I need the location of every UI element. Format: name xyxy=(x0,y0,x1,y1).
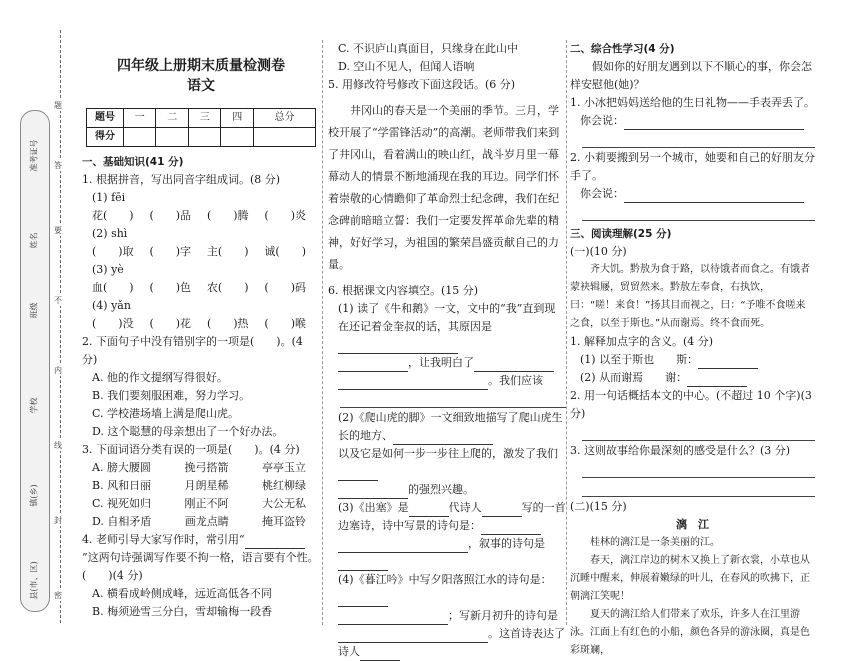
blank-row xyxy=(82,243,320,261)
exam-subject: 语文 xyxy=(187,78,215,94)
exam-title: 四年级上册期末质量检测卷 xyxy=(117,58,285,74)
option-word: B. 风和日丽 xyxy=(92,479,152,492)
question-5: 5. 用修改符号修改下面这段话。(6 分) xyxy=(328,78,516,91)
fill-text: 。这首诗表达了诗人 xyxy=(338,627,565,658)
question-2: 2. 下面句子中没有错别字的一项是( )。(4 分) xyxy=(82,335,303,366)
option[interactable]: C. 不识庐山真面目，只缘身在此山中 xyxy=(338,42,519,55)
blank-word[interactable]: 诚( ) xyxy=(264,245,306,258)
seal-word: 线 xyxy=(54,441,62,450)
question-4-text: 4. 老师引导大家写作时，常引用“ xyxy=(82,533,245,546)
field-name: 姓名 xyxy=(29,232,39,249)
blank-word[interactable]: 花( ) xyxy=(92,209,134,222)
prompt-label xyxy=(570,112,815,130)
question-3: 3. 下面词语分类有误的一项是( )。(4 分) xyxy=(82,443,300,456)
fill-item-4 xyxy=(328,571,566,607)
passage-paragraph: 夏天的漓江给人们带来了欢乐，许多人在江里游泳。江面上有红色的小船，颜色各异的游泳圈，真是色彩斑斓， xyxy=(570,609,810,656)
passage-title: 漓 江 xyxy=(676,518,709,531)
fill-item-4-cont xyxy=(328,625,566,661)
score-cell[interactable] xyxy=(221,128,253,147)
fill-item-1 xyxy=(328,300,566,354)
answer-blank[interactable] xyxy=(338,558,388,571)
blank-word[interactable]: ( )取 xyxy=(92,245,134,258)
option-word: 画龙点睛 xyxy=(184,515,229,528)
score-row-label: 得分 xyxy=(87,128,124,147)
score-header: 二 xyxy=(156,109,188,128)
section-heading: 一、基础知识(41 分) xyxy=(82,156,184,168)
blank-row xyxy=(82,207,320,225)
option-word: 桃红柳绿 xyxy=(261,479,306,492)
blank-row xyxy=(82,315,320,333)
answer-line[interactable] xyxy=(582,423,815,441)
answer-blank[interactable] xyxy=(624,117,804,130)
fill-text: ，叙事的诗句是 xyxy=(468,537,545,550)
seal-word: 答 xyxy=(54,161,62,170)
option-word: 挽弓搭箭 xyxy=(184,461,229,474)
answer-blank[interactable] xyxy=(338,468,378,481)
fill-text: (2) 从而谢焉 谢： xyxy=(580,371,688,384)
answer-blank[interactable] xyxy=(474,359,554,372)
fill-item-4-cont xyxy=(328,607,566,625)
classical-passage: 齐大饥。黔敖为食于路，以待饿者而食之。有饿者蒙袂辑屦，贸贸然来。黔敖左奉食，右执饮，曰：“嗟！来食！”扬其目而视之，曰：“予唯不食嗟来之食，以至于斯也。”从而谢焉。终不食而死。 xyxy=(570,264,810,329)
fill-item-2-cont xyxy=(328,481,566,499)
option-word: D. 自相矛盾 xyxy=(92,515,152,528)
option[interactable]: D. 空山不见人，但闻人语响 xyxy=(338,60,475,73)
blank-word[interactable]: ( )喉 xyxy=(264,317,306,330)
blank-word[interactable]: ( )品 xyxy=(149,209,192,222)
seal-word: 要 xyxy=(54,226,62,235)
option[interactable]: A. 横看成岭侧成峰，远近高低各不同 xyxy=(92,587,272,600)
answer-line[interactable] xyxy=(582,479,815,497)
fill-item-2 xyxy=(328,409,566,445)
seal-word: 密 xyxy=(54,591,62,600)
answer-blank[interactable] xyxy=(482,504,522,517)
prompt-text: 你会说： xyxy=(580,187,624,200)
option-row[interactable] xyxy=(82,477,320,495)
answer-blank[interactable] xyxy=(481,522,541,535)
blank-word[interactable]: ( )色 xyxy=(149,281,192,294)
blank-word[interactable]: ( )没 xyxy=(92,317,134,330)
score-cell[interactable] xyxy=(188,128,220,147)
option-word: 月朗星稀 xyxy=(184,479,229,492)
fill-text: (1) 以至于斯也 斯： xyxy=(580,353,699,366)
fill-text: (2)《爬山虎的脚》一文细致地描写了爬山虎生长的地方、 xyxy=(338,411,563,442)
field-class: 班级 xyxy=(29,302,39,319)
fill-text: (3)《出塞》是 xyxy=(338,501,409,514)
fill-text: 的强烈兴趣。 xyxy=(408,483,474,496)
prompt-text: 你会说： xyxy=(580,114,624,127)
blank-word[interactable]: ( )字 xyxy=(149,245,192,258)
pinyin-item: (1) fēi xyxy=(92,191,126,204)
fill-item-3-cont xyxy=(328,535,566,571)
score-header: 三 xyxy=(188,109,220,128)
field-school: 学校 xyxy=(29,397,39,414)
passage-paragraph: 桂林的漓江是一条美丽的江。 xyxy=(590,537,720,548)
answer-line[interactable] xyxy=(582,460,815,478)
seal-word: 题 xyxy=(54,101,62,110)
option-word: 掩耳盗铃 xyxy=(261,515,306,528)
blank-word[interactable]: 主( ) xyxy=(206,245,249,258)
answer-line[interactable] xyxy=(582,203,815,221)
binding-margin xyxy=(0,0,72,633)
answer-blank[interactable] xyxy=(360,648,400,661)
option-word: 大公无私 xyxy=(262,497,306,510)
seal-word: 内 xyxy=(54,366,62,375)
option-row[interactable] xyxy=(82,459,320,477)
blank-word[interactable]: ( )热 xyxy=(206,317,249,330)
fill-text: 以及它是如何一步一步往上爬的，激发了我们 xyxy=(338,447,558,460)
fill-text: (1) 读了《牛和鹅》一文，文中的“我”直到现在还记着金奎叔的话，其原因是 xyxy=(338,302,556,333)
option[interactable]: B. 梅须逊雪三分白，雪却输梅一段香 xyxy=(92,605,273,618)
answer-blank[interactable] xyxy=(338,594,388,607)
score-header: 总分 xyxy=(253,109,315,128)
column-divider xyxy=(322,40,323,625)
scenario-1: 1. 小冰把妈妈送给他的生日礼物——手表弄丢了。 xyxy=(570,96,815,109)
score-header: 一 xyxy=(124,109,156,128)
reading-q3: 3. 这则故事给你最深刻的感受是什么？(3 分) xyxy=(570,444,791,457)
score-table xyxy=(86,108,316,147)
student-info-strip xyxy=(20,110,50,612)
score-header: 四 xyxy=(221,109,253,128)
blank-row xyxy=(82,279,320,297)
question-4-text: ”这两句诗强调写作要不拘一格，语言要有个性。( )(4 分) xyxy=(82,551,319,582)
answer-blank[interactable] xyxy=(338,377,488,390)
score-cell[interactable] xyxy=(124,128,156,147)
section-intro: 假如你的好朋友遇到以下不顺心的事，你会怎样安慰他(她)？ xyxy=(570,60,812,91)
fill-item-1-cont xyxy=(328,354,566,372)
fill-item-2-cont xyxy=(328,445,566,481)
revise-paragraph: 井冈山的春天是一个美丽的季节。三月，学校开展了“学雷锋活动”的高潮。老师带我们来到了井冈山，看着满山的映山红，战斗岁月里一幕幕动人的情景不断地涌现在我的耳边。同学们怀着崇敬的心情瞻仰了革命烈士纪念碑，我们在纪念碑前暗暗立誓：我们一定要发挥革命先辈的精神，好好学习，为祖国的繁荣昌盛贡献自己的力量。 xyxy=(328,104,560,271)
seal-word: 不 xyxy=(54,296,62,305)
fill-text: (4)《暮江吟》中写夕阳落照江水的诗句是： xyxy=(338,573,552,586)
blank-word[interactable]: ( )花 xyxy=(149,317,192,330)
column-2 xyxy=(328,40,566,661)
answer-blank[interactable] xyxy=(409,504,449,517)
column-3 xyxy=(570,40,815,660)
pinyin-item: (4) yǎn xyxy=(92,299,131,312)
answer-blank[interactable] xyxy=(338,630,488,643)
answer-line[interactable] xyxy=(340,390,566,408)
option-row[interactable] xyxy=(82,495,320,513)
section-heading: 三、阅读理解(25 分) xyxy=(570,228,672,240)
field-town: 镇(乡) xyxy=(29,484,39,507)
answer-blank[interactable] xyxy=(338,486,408,499)
option-row[interactable] xyxy=(82,513,320,531)
field-exam-number: 准考证号 xyxy=(29,139,39,172)
question-6: 6. 根据课文内容填空。(15 分) xyxy=(328,284,479,297)
option-word: C. 视死如归 xyxy=(92,497,152,510)
blank-word[interactable]: ( )腾 xyxy=(206,209,249,222)
answer-blank[interactable] xyxy=(338,612,448,625)
seal-word: 封 xyxy=(54,516,62,525)
part-label: (一)(10 分) xyxy=(570,245,627,258)
option[interactable]: A. 他的作文提纲写得很好。 xyxy=(92,371,228,384)
blank-word[interactable]: 血( ) xyxy=(92,281,134,294)
blank-word[interactable]: 农( ) xyxy=(206,281,249,294)
option-word: 刚正不阿 xyxy=(184,497,229,510)
answer-line[interactable] xyxy=(582,130,815,148)
answer-blank[interactable] xyxy=(698,356,758,369)
fill-text: ，让我明白了 xyxy=(408,356,474,369)
column-divider xyxy=(566,40,567,625)
reading-q1: 1. 解释加点字的含义。(4 分) xyxy=(570,335,714,348)
fill-text: 代诗人 xyxy=(448,501,482,514)
answer-blank[interactable] xyxy=(687,374,747,387)
fill-text: ；写新月初升的诗句是 xyxy=(448,609,558,622)
part-label: (二)(15 分) xyxy=(570,500,627,513)
blank-word[interactable]: ( )码 xyxy=(264,281,306,294)
pinyin-item: (2) shì xyxy=(92,227,128,240)
section-heading: 二、综合性学习(4 分) xyxy=(570,43,675,55)
score-header: 题号 xyxy=(87,109,124,128)
scenario-2: 2. 小莉要搬到另一个城市，她要和自己的好朋友分手了。 xyxy=(570,151,815,182)
column-1 xyxy=(82,40,320,621)
prompt-label xyxy=(570,185,815,203)
question-1: 1. 根据拼音，写出同音字组成词。(8 分) xyxy=(82,173,281,186)
option-word: 亭亭玉立 xyxy=(262,461,306,474)
passage-paragraph: 春天，漓江岸边的树木又换上了新衣裳，小草也从沉睡中醒来，伸展着嫩绿的叶儿，在春风的吹拂下，正朝漓江笑呢！ xyxy=(570,555,810,602)
score-cell[interactable] xyxy=(156,128,188,147)
answer-blank[interactable] xyxy=(338,540,468,553)
fill-item-3 xyxy=(328,499,566,535)
question-4 xyxy=(82,531,320,585)
answer-blank[interactable] xyxy=(245,536,305,549)
option[interactable]: B. 我们要刻服困难，努力学习。 xyxy=(92,389,251,402)
answer-blank[interactable] xyxy=(338,341,458,354)
fill-text: 。我们应该 xyxy=(488,374,543,387)
fill-text: 写的一首边塞诗，诗中写景的诗句是： xyxy=(338,501,566,532)
option[interactable]: C. 学校港场墙上满是爬山虎。 xyxy=(92,407,240,420)
seal-line xyxy=(60,30,61,623)
field-county: 县(市、区) xyxy=(29,561,39,600)
answer-blank[interactable] xyxy=(393,432,493,445)
reading-q1-a xyxy=(570,351,815,369)
blank-word[interactable]: ( )炎 xyxy=(264,209,306,222)
pinyin-item: (3) yè xyxy=(92,263,124,276)
score-cell[interactable] xyxy=(253,128,315,147)
reading-q2: 2. 用一句话概括本文的中心。(不超过 10 个字)(3 分) xyxy=(570,389,812,420)
answer-blank[interactable] xyxy=(624,190,804,203)
answer-blank[interactable] xyxy=(338,359,408,372)
option[interactable]: D. 这个聪慧的母亲想出了一个好办法。 xyxy=(92,425,284,438)
fill-item-1-cont xyxy=(328,372,566,390)
reading-q1-b xyxy=(570,369,815,387)
option-word: A. 膀大腰圆 xyxy=(92,461,151,474)
